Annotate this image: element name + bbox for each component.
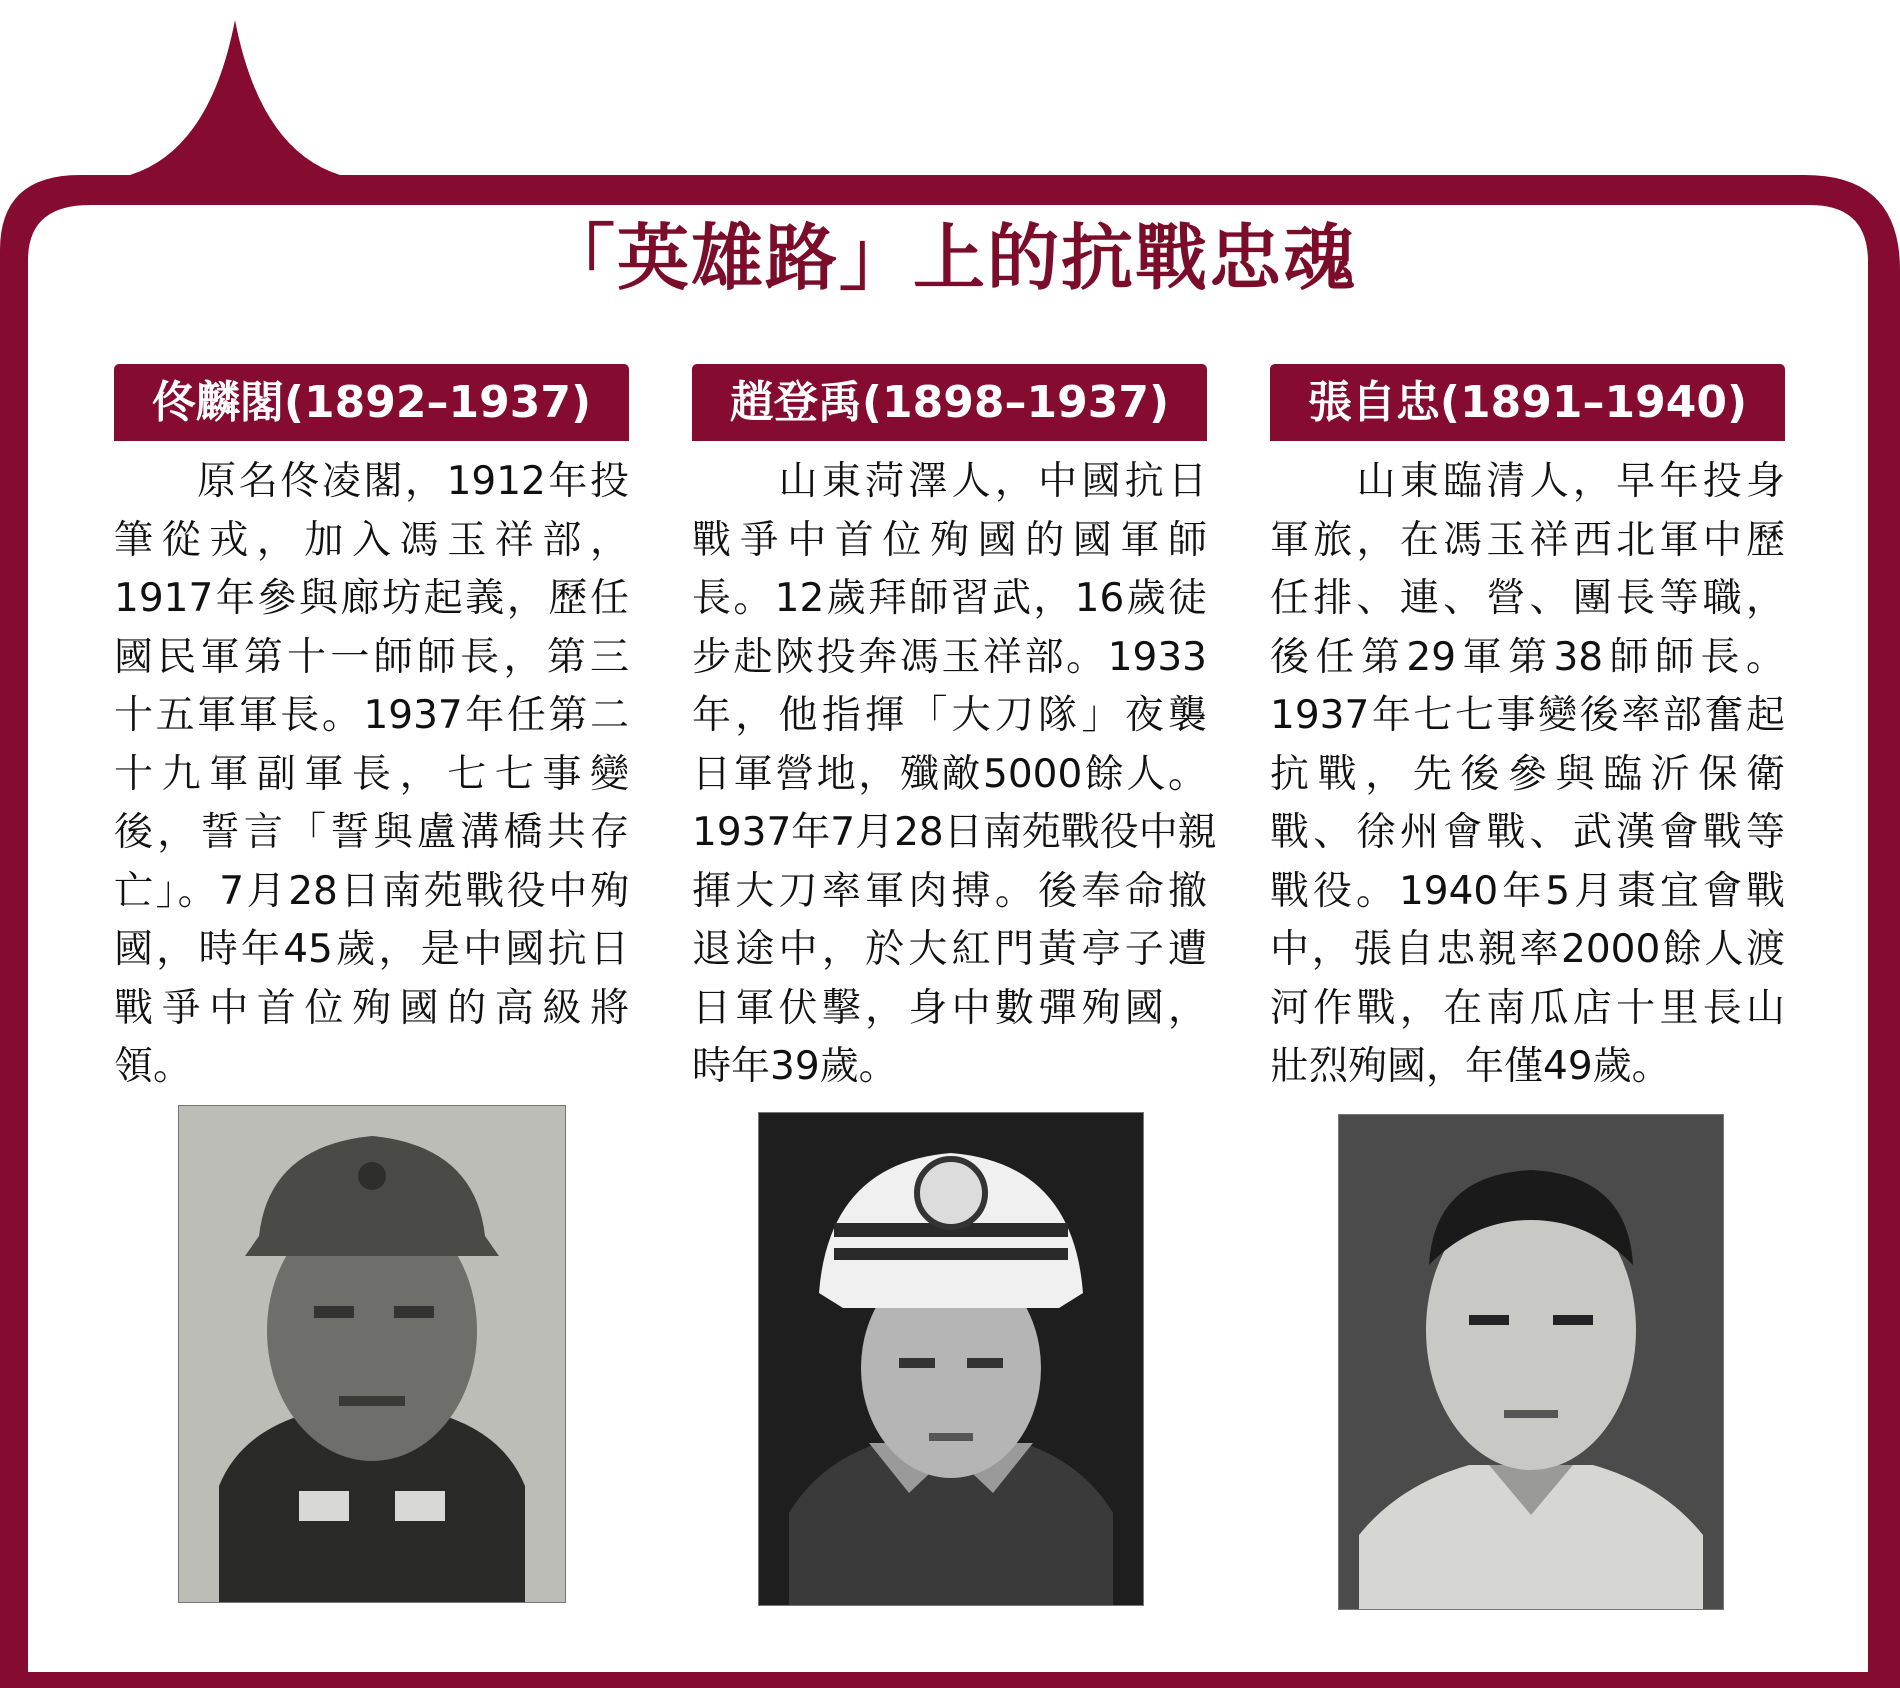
general-name-header: 趙登禹(1898–1937)	[692, 364, 1207, 441]
bio-line: 日軍營地，殲敵5000餘人。	[692, 751, 1207, 797]
bio-line: 年，他指揮「大刀隊」夜襲	[692, 693, 1207, 738]
general-column-3	[1270, 364, 1785, 1089]
bio-line: 軍旅，在馮玉祥西北軍中歷	[1270, 517, 1785, 563]
bio-line: 戰役。1940年5月棗宜會戰	[1270, 868, 1785, 914]
portrait-photo-3	[1338, 1114, 1724, 1610]
bio-line: 戰爭中首位殉國的高級將	[114, 985, 629, 1031]
bio-line: 1917年參與廊坊起義，歷任	[114, 576, 629, 621]
bio-line: 時年39歲。	[692, 1044, 898, 1089]
portrait-photo-2	[758, 1112, 1144, 1606]
bio-line: 原名佟凌閣，1912年投	[114, 459, 629, 504]
bio-line: 壯烈殉國，年僅49歲。	[1270, 1044, 1671, 1089]
general-biography	[1270, 453, 1785, 1089]
bio-line: 亡」。7月28日南苑戰役中殉	[114, 868, 629, 914]
bio-line: 後任第29軍第38師師長。	[1270, 634, 1785, 680]
bio-line: 1937年七七事變後率部奮起	[1270, 693, 1785, 738]
bio-line: 領。	[114, 1044, 193, 1089]
bio-line: 筆從戎，加入馮玉祥部，	[114, 517, 629, 563]
bio-line: 十九軍副軍長，七七事變	[114, 751, 629, 797]
bio-line: 國民軍第十一師師長，第三	[114, 634, 629, 680]
general-name-header: 張自忠(1891–1940)	[1270, 364, 1785, 441]
bio-line: 山東臨清人，早年投身	[1270, 459, 1785, 504]
bio-line: 揮大刀率軍肉搏。後奉命撤	[692, 868, 1207, 914]
general-name-header: 佟麟閣(1892–1937)	[114, 364, 629, 441]
portrait-photo-1	[178, 1105, 566, 1603]
bio-line: 1937年7月28日南苑戰役中親	[692, 810, 1217, 855]
bio-line: 山東菏澤人，中國抗日	[692, 459, 1207, 504]
bio-line: 任排、連、營、團長等職，	[1270, 576, 1785, 621]
general-column-1	[114, 364, 629, 1089]
bio-line: 十五軍軍長。1937年任第二	[114, 693, 629, 738]
bio-line: 抗戰，先後參與臨沂保衛	[1270, 751, 1785, 797]
general-biography	[114, 453, 629, 1089]
bio-line: 步赴陝投奔馮玉祥部。1933	[692, 634, 1207, 680]
bio-line: 後，誓言「誓與盧溝橋共存	[114, 810, 629, 855]
general-column-2	[692, 364, 1217, 1089]
bio-line: 日軍伏擊，身中數彈殉國，	[692, 985, 1207, 1031]
bio-line: 國，時年45歲，是中國抗日	[114, 927, 629, 972]
bio-line: 戰爭中首位殉國的國軍師	[692, 517, 1207, 563]
general-biography	[692, 453, 1217, 1089]
bio-line: 退途中，於大紅門黃亭子遭	[692, 927, 1207, 972]
page-title: 「英雄路」上的抗戰忠魂	[542, 216, 1357, 300]
bio-line: 中，張自忠親率2000餘人渡	[1270, 927, 1785, 972]
bio-line: 戰、徐州會戰、武漢會戰等	[1270, 810, 1785, 855]
bio-line: 長。12歲拜師習武，16歲徒	[692, 576, 1207, 621]
bio-line: 河作戰，在南瓜店十里長山	[1270, 985, 1785, 1031]
